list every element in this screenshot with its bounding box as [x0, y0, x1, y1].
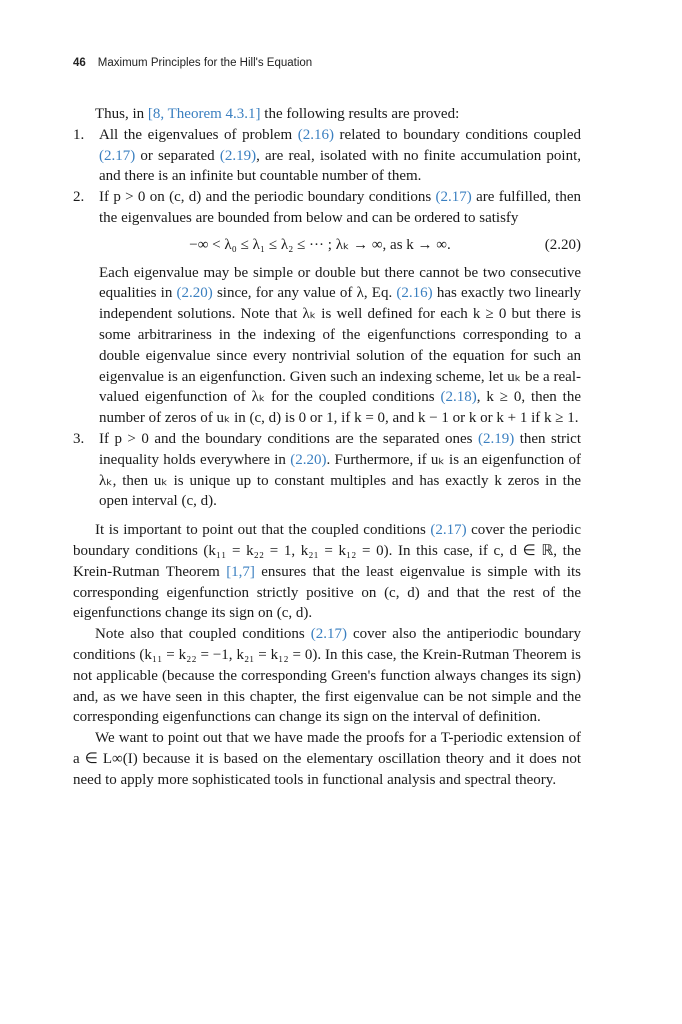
- list-item: [73, 429, 581, 512]
- text-span: Each eigenvalue may be simple or double but there cannot be two consecutive equalities in: [99, 264, 581, 302]
- text-span: All the eigenvalues of problem: [99, 126, 298, 143]
- list-item: [73, 187, 581, 429]
- equation-ref-link[interactable]: (2.19): [477, 430, 515, 447]
- equation-ref-link[interactable]: (2.20): [176, 285, 213, 302]
- equation-ref-link[interactable]: (2.17): [430, 522, 467, 539]
- citation-link[interactable]: [8, Theorem 4.3.1]: [147, 106, 261, 122]
- text-span: the following results are proved:: [260, 106, 460, 122]
- body-paragraph: [73, 624, 581, 728]
- equation-ref-link[interactable]: (2.20): [290, 451, 327, 468]
- body-paragraph: We want to point out that we have made the proofs for a T-periodic extension of a ∈ L∞(I) because it is based on the elementary oscillation theory and it does not need to apply more sophisticated tools in functional analysis and spectral theory.: [73, 730, 581, 788]
- equation-ref-link[interactable]: (2.17): [99, 147, 136, 164]
- text-span: If p > 0 on (c, d) and the periodic boundary conditions: [99, 189, 436, 206]
- list-number: 1.: [73, 126, 85, 143]
- equation-ref-link[interactable]: (2.17): [435, 189, 472, 206]
- equation-ref-link[interactable]: (2.16): [396, 285, 433, 302]
- text-span: . Furthermore, if uₖ is an eigenfunction of λₖ, then uₖ is unique up to constant multiples and has exactly k zeros in the open interval (c, d).: [99, 451, 581, 510]
- text-span: or separated: [135, 147, 220, 164]
- text-span: cover also the antiperiodic boundary conditions (k₁₁ = k₂₂ = −1, k₂₁ = k₁₂ = 0). In this case, the Krein-Rutman Theorem is not applicable (because the corresponding Green's function always changes its sign) and, as we have seen in this chapter, the first eigenvalue can be not simple and the corresponding eigenfunctions can change its sign on the interval of definition.: [73, 626, 582, 726]
- page-body: [73, 104, 581, 791]
- text-span: cover the periodic boundary conditions (k₁₁ = k₂₂ = 1, k₂₁ = k₁₂ = 0). In this case, if c, d ∈ ℝ, the Krein-Rutman Theorem: [73, 522, 581, 580]
- text-span: has exactly two linearly independent solutions. Note that λₖ is well defined for each k ≥ 0 but there is some arbitrariness in the indexing of the eigenfunctions corresponding to a double eigenvalue since every nontrivial solution of the equation for such an eigenvalue is an eigenfunction. Given such an indexing scheme, let uₖ be a real-valued eigenfunction of λₖ for the coupled conditions: [99, 285, 581, 406]
- citation-link[interactable]: [1,7]: [226, 563, 255, 580]
- body-paragraph: [73, 520, 581, 624]
- text-span: , are real, isolated with no finite accumulation point, and there is an infinite but countable number of them.: [99, 147, 581, 185]
- equation-ref-link[interactable]: (2.19): [219, 147, 257, 164]
- text-span: It is important to point out that the coupled conditions: [95, 522, 431, 539]
- running-header: [73, 57, 312, 69]
- text-span: ensures that the least eigenvalue is simple with its corresponding eigenfunction strictly positive on (c, d) and that the rest of the eigenfunctions change its sign on (c, d).: [73, 563, 582, 622]
- text-span: If p > 0 and the boundary conditions are the separated ones: [99, 430, 478, 447]
- page-number: 46: [73, 57, 86, 69]
- equation-ref-link[interactable]: (2.18): [440, 389, 477, 406]
- item-continuation: [99, 263, 581, 429]
- list-number: 3.: [73, 430, 85, 447]
- equation-body: −∞ < λ₀ ≤ λ₁ ≤ λ₂ ≤ ··· ; λₖ → ∞, as k → ∞.: [189, 236, 451, 253]
- text-span: related to boundary conditions coupled: [333, 126, 582, 143]
- equation-label: (2.20): [544, 236, 581, 253]
- list-item: [73, 125, 581, 187]
- text-span: are fulfilled, then the eigenvalues are bounded from below and can be ordered to satisfy: [99, 189, 581, 226]
- text-span: , k ≥ 0, then the number of zeros of uₖ in (c, d) is 0 or 1, if k = 0, and k − 1 or k or k + 1 if k ≥ 1.: [99, 389, 581, 427]
- intro-paragraph: [73, 104, 581, 125]
- equation-ref-link[interactable]: (2.16): [297, 126, 334, 143]
- text-span: then strict inequality holds everywhere in: [99, 430, 581, 468]
- text-span: Note also that coupled conditions: [95, 626, 311, 643]
- list-number: 2.: [73, 189, 85, 206]
- display-equation: [99, 235, 581, 256]
- text-span: Thus, in: [95, 106, 148, 122]
- results-list: [73, 125, 581, 512]
- running-title: Maximum Principles for the Hill's Equation: [97, 57, 313, 69]
- equation-ref-link[interactable]: (2.17): [310, 626, 347, 643]
- text-span: since, for any value of λ, Eq.: [212, 285, 397, 302]
